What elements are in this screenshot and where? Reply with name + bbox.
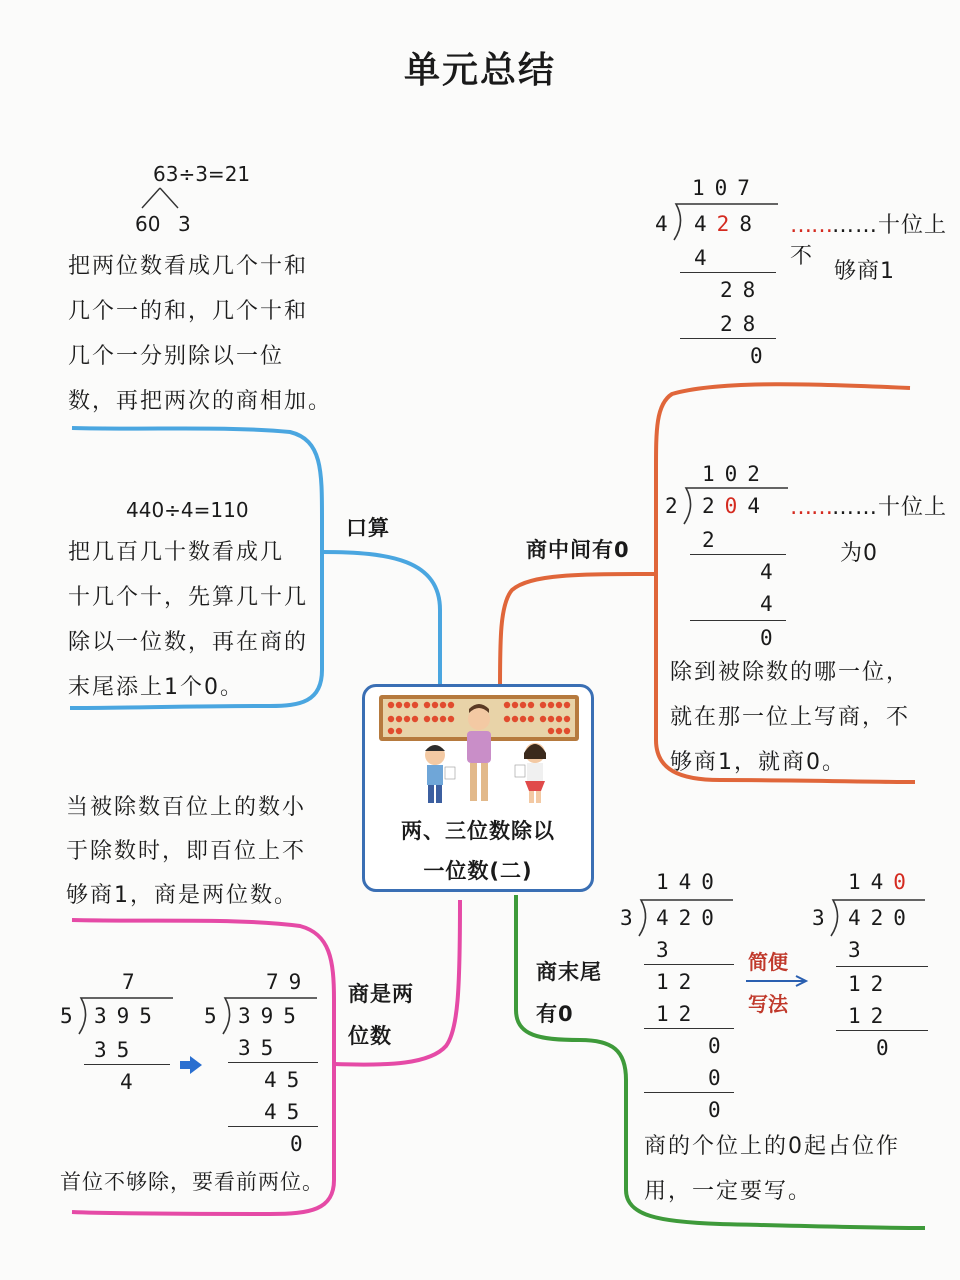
div-c-remainder: 4 (120, 1070, 143, 1094)
oral-ex1-split-left: 60 (135, 212, 161, 236)
oral-ex1-split-right: 3 (178, 212, 191, 236)
text-line: 把几百几十数看成几 (68, 540, 285, 565)
note-text: ……十位上不 (790, 213, 948, 269)
div-e-divisor: 3 (620, 906, 643, 930)
shortcut-label-top: 简便 (748, 950, 788, 974)
note-dots: …… (790, 495, 832, 520)
div-b-dividend (702, 494, 770, 518)
div-e-step3: 12 (656, 1002, 702, 1026)
div-e-step4: 0 (708, 1034, 731, 1058)
oral-branch-link (322, 552, 440, 690)
division-rule (228, 1062, 318, 1063)
oral-branch-label: 口算 (346, 516, 390, 540)
middle-zero-text (670, 650, 910, 785)
text-line: 除到被除数的哪一位， (670, 660, 911, 685)
text-line: 当被除数百位上的数小 (66, 795, 307, 820)
div-b-step2: 4 (760, 560, 783, 584)
div-f-step3: 12 (848, 1004, 894, 1028)
division-rule (836, 966, 928, 967)
div-c-product: 35 (94, 1038, 140, 1062)
red-digit: 0 (893, 870, 916, 894)
note-text: ……十位上 (832, 495, 948, 520)
digit: 4 (747, 494, 770, 518)
abacus-classroom-illustration (375, 693, 583, 811)
digit: 4 (694, 212, 717, 236)
text-line: 几个一的和，几个十和 (68, 299, 309, 324)
end-zero-branch-label-2: 有0 (536, 1002, 574, 1026)
oral-ex2-text (68, 530, 308, 710)
div-d-step3: 45 (264, 1100, 310, 1124)
oral-ex2-equation: 440÷4=110 (126, 498, 249, 522)
red-digit: 0 (724, 494, 748, 518)
text-line: 数，再把两次的商相加。 (68, 389, 333, 414)
division-rule (680, 272, 776, 273)
div-e-step6: 0 (708, 1098, 731, 1122)
div-f-dividend: 420 (848, 906, 916, 930)
middle-zero-branch-label: 商中间有0 (526, 538, 630, 562)
div-e-step1: 3 (656, 938, 679, 962)
center-title-line1: 两、三位数除以 (401, 819, 555, 843)
div-a-dividend (694, 212, 762, 236)
red-digit: 2 (716, 212, 740, 236)
div-a-divisor: 4 (655, 212, 678, 236)
right-arrow-icon (178, 1054, 204, 1076)
text-line: 于除数时，即百位上不 (66, 839, 307, 864)
division-rule (836, 1030, 928, 1031)
two-digit-branch-label-2: 位数 (348, 1024, 392, 1048)
div-a-note-2: 够商1 (834, 259, 895, 284)
div-d-divisor: 5 (204, 1004, 227, 1028)
center-topic-card (362, 684, 594, 892)
div-b-quotient: 102 (702, 462, 770, 486)
text-line: 够商1，商是两位数。 (66, 883, 298, 908)
text-line: 几个一分别除以一位 (68, 344, 285, 369)
digit: 2 (702, 494, 725, 518)
end-zero-text (644, 1124, 900, 1214)
text-line: 十几个十，先算几十几 (68, 585, 309, 610)
div-f-divisor: 3 (812, 906, 835, 930)
center-title-line2: 一位数(二) (423, 859, 533, 883)
division-rule (680, 338, 776, 339)
digit: 14 (848, 870, 894, 894)
div-a-step2: 28 (720, 278, 766, 302)
text-line: 末尾添上1个0。 (68, 675, 244, 700)
text-line: 除以一位数，再在商的 (68, 630, 309, 655)
oral-ex1-text (68, 244, 332, 424)
div-b-note-2: 为0 (840, 541, 878, 566)
div-a-quotient: 107 (692, 176, 760, 200)
div-a-result: 0 (750, 344, 773, 368)
text-line: 用，一定要写。 (644, 1179, 813, 1204)
middle-zero-branch-link (500, 574, 656, 690)
oral-ex1-equation: 63÷3=21 (153, 162, 251, 186)
division-rule (228, 1126, 318, 1127)
shortcut-arrow-icon (744, 974, 812, 988)
division-rule (84, 1064, 170, 1065)
div-c-divisor: 5 (60, 1004, 83, 1028)
division-rule (690, 554, 786, 555)
two-digit-footer: 首位不够除，要看前两位。 (60, 1170, 324, 1194)
div-d-result: 0 (290, 1132, 313, 1156)
div-d-step1: 35 (238, 1036, 284, 1060)
text-line: 够商1，就商0。 (670, 750, 846, 775)
two-digit-text (66, 786, 306, 918)
div-e-dividend: 420 (656, 906, 724, 930)
division-rule (644, 1092, 734, 1093)
div-b-divisor: 2 (665, 494, 688, 518)
text-line: 就在那一位上写商，不 (670, 705, 911, 730)
shortcut-label-bottom: 写法 (748, 992, 788, 1016)
div-b-result: 0 (760, 626, 783, 650)
div-d-step2: 45 (264, 1068, 310, 1092)
div-e-step2: 12 (656, 970, 702, 994)
end-zero-branch-label-1: 商末尾 (536, 960, 602, 984)
page-title: 单元总结 (403, 50, 556, 91)
div-e-quotient: 140 (656, 870, 724, 894)
division-rule (644, 964, 734, 965)
div-c-dividend: 395 (94, 1004, 162, 1028)
div-b-step3: 4 (760, 592, 783, 616)
div-f-step2: 12 (848, 972, 894, 996)
split-lines-icon (136, 186, 196, 212)
div-d-dividend: 395 (238, 1004, 306, 1028)
div-e-step5: 0 (708, 1066, 731, 1090)
div-f-result: 0 (876, 1036, 899, 1060)
two-digit-branch-label-1: 商是两 (348, 982, 414, 1006)
div-a-step1: 4 (694, 246, 717, 270)
div-f-quotient (848, 870, 916, 894)
div-c-quotient: 7 (122, 970, 145, 994)
text-line: 商的个位上的0起占位作 (644, 1134, 900, 1159)
digit: 8 (739, 212, 762, 236)
div-b-note (790, 490, 947, 521)
div-f-step1: 3 (848, 938, 871, 962)
div-d-quotient: 79 (266, 970, 312, 994)
div-b-step1: 2 (702, 528, 725, 552)
text-line: 把两位数看成几个十和 (68, 254, 309, 279)
division-rule (690, 620, 786, 621)
division-rule (644, 1028, 734, 1029)
div-a-step3: 28 (720, 312, 766, 336)
note-dots: …… (790, 213, 832, 238)
